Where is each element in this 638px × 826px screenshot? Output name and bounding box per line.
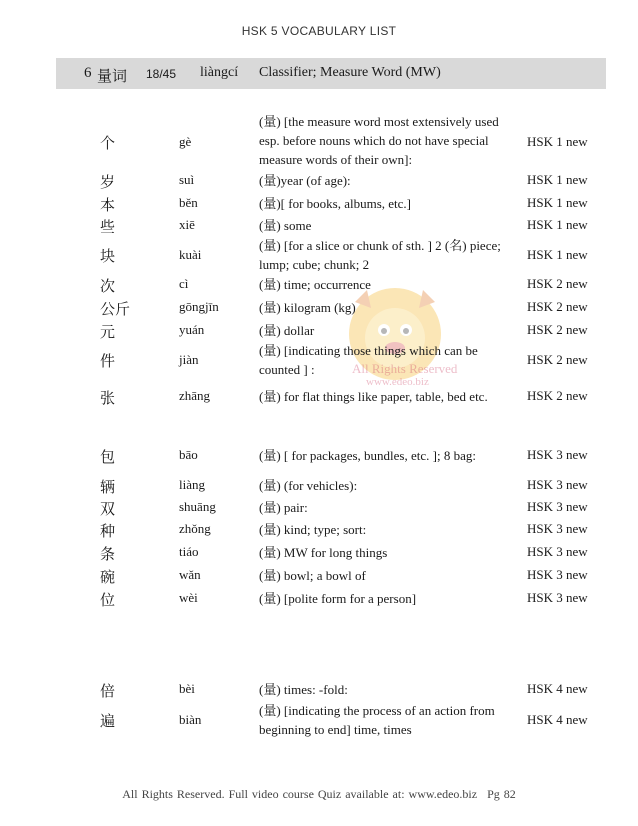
entry-level: HSK 1 new [527,134,588,149]
entry-level: HSK 2 new [527,352,588,367]
entry-hanzi: 件 [100,352,116,370]
entry-hanzi: 碗 [100,568,116,586]
entry-definition: (量) [polite form for a person] [259,591,417,606]
entry-definition: (量) [ for packages, bundles, etc. ]; 8 bag: [259,448,476,463]
entry-hanzi: 种 [100,522,116,540]
entry-level: HSK 1 new [527,217,588,232]
entry-level: HSK 2 new [527,388,588,403]
entry-level: HSK 1 new [527,195,588,210]
entry-hanzi: 条 [100,545,116,563]
entry-level: HSK 2 new [527,322,588,337]
entry-level: HSK 3 new [527,521,588,536]
page-footer [0,787,638,802]
entry-pinyin: liàng [179,477,205,492]
entry-hanzi: 元 [100,323,116,341]
entry-hanzi: 位 [100,591,116,609]
entry-pinyin: cì [179,276,189,291]
entry-definition: (量) [for a slice or chunk of sth. ] 2 (名) piece; lump; cube; chunk; 2 [259,238,501,272]
entry-hanzi: 个 [100,134,116,152]
document-title: HSK 5 VOCABULARY LIST [241,24,397,38]
entry-level: HSK 3 new [527,499,588,514]
watermark-text-2: www.edeo.biz [366,376,429,388]
entry-definition: (量) dollar [259,323,315,338]
entry-pinyin: suì [179,172,195,187]
entry-pinyin: bāo [179,447,198,462]
section-header [56,58,606,89]
section-word: 量词 [97,67,128,85]
entry-hanzi: 次 [100,277,116,295]
footer-rights: All Rights Reserved. Full video course Quiz available at: www.edeo.biz [122,787,478,801]
entry-hanzi: 倍 [100,682,116,700]
entry-level: HSK 2 new [527,276,588,291]
entry-level: HSK 3 new [527,590,588,605]
section-pinyin: liàngcí [200,65,239,80]
entry-pinyin: wǎn [179,567,201,582]
entry-pinyin: tiáo [179,544,199,559]
entry-definition: (量) [indicating the process of an action from beginning to end] time, times [259,703,495,737]
entry-definition: (量) times: -fold: [259,682,348,697]
entry-pinyin: shuāng [179,499,216,514]
entry-level: HSK 4 new [527,681,588,696]
entry-definition: (量) for flat things like paper, table, bed etc. [259,389,488,404]
entry-definition: (量) [indicating those things which can be counted ] : [259,343,478,377]
entry-hanzi: 双 [100,500,116,518]
entry-level: HSK 4 new [527,712,588,727]
entry-definition: (量) [the measure word most extensively used esp. before nouns which do not have special measure words of their own]: [259,114,499,167]
section-meaning: Classifier; Measure Word (MW) [259,65,441,80]
entry-pinyin: zhāng [179,388,211,403]
entry-hanzi: 公斤 [100,300,131,318]
entry-level: HSK 3 new [527,567,588,582]
entry-definition: (量)[ for books, albums, etc.] [259,196,411,211]
entry-pinyin: zhǒng [179,521,211,536]
entry-pinyin: gōngjīn [179,299,219,314]
entry-level: HSK 3 new [527,477,588,492]
entry-pinyin: wèi [179,590,198,605]
entry-hanzi: 包 [100,448,116,466]
entry-hanzi: 本 [100,196,116,214]
list-item [0,112,638,170]
entry-pinyin: kuài [179,247,202,262]
entry-definition: (量) some [259,218,312,233]
entry-hanzi: 块 [100,247,116,265]
entry-definition: (量) time; occurrence [259,277,371,292]
section-number: 6 [84,65,92,81]
entry-definition: (量)year (of age): [259,173,351,188]
entry-pinyin: yuán [179,322,205,337]
entry-pinyin: biàn [179,712,202,727]
entry-definition: (量) (for vehicles): [259,478,358,493]
entry-level: HSK 2 new [527,299,588,314]
entry-pinyin: bèi [179,681,195,696]
entry-pinyin: běn [179,195,198,210]
entry-definition: (量) kind; type; sort: [259,522,367,537]
entry-pinyin: xiē [179,217,195,232]
entry-definition: (量) pair: [259,500,308,515]
entry-pinyin: jiàn [179,352,199,367]
entry-hanzi: 辆 [100,478,116,496]
entry-level: HSK 1 new [527,172,588,187]
watermark-text-1: All Rights Reserved [352,361,458,376]
entry-hanzi: 些 [100,218,116,236]
entry-level: HSK 1 new [527,247,588,262]
entry-level: HSK 3 new [527,447,588,462]
entry-definition: (量) bowl; a bowl of [259,568,366,583]
entry-definition: (量) kilogram (kg) [259,300,356,315]
footer-page-number: Pg 82 [487,787,516,801]
entry-hanzi: 岁 [100,173,116,191]
entry-hanzi: 遍 [100,712,116,730]
entry-definition: (量) MW for long things [259,545,388,560]
section-page-ref: 18/45 [146,67,177,81]
entry-level: HSK 3 new [527,544,588,559]
entry-hanzi: 张 [100,389,116,407]
entry-pinyin: gè [179,134,192,149]
